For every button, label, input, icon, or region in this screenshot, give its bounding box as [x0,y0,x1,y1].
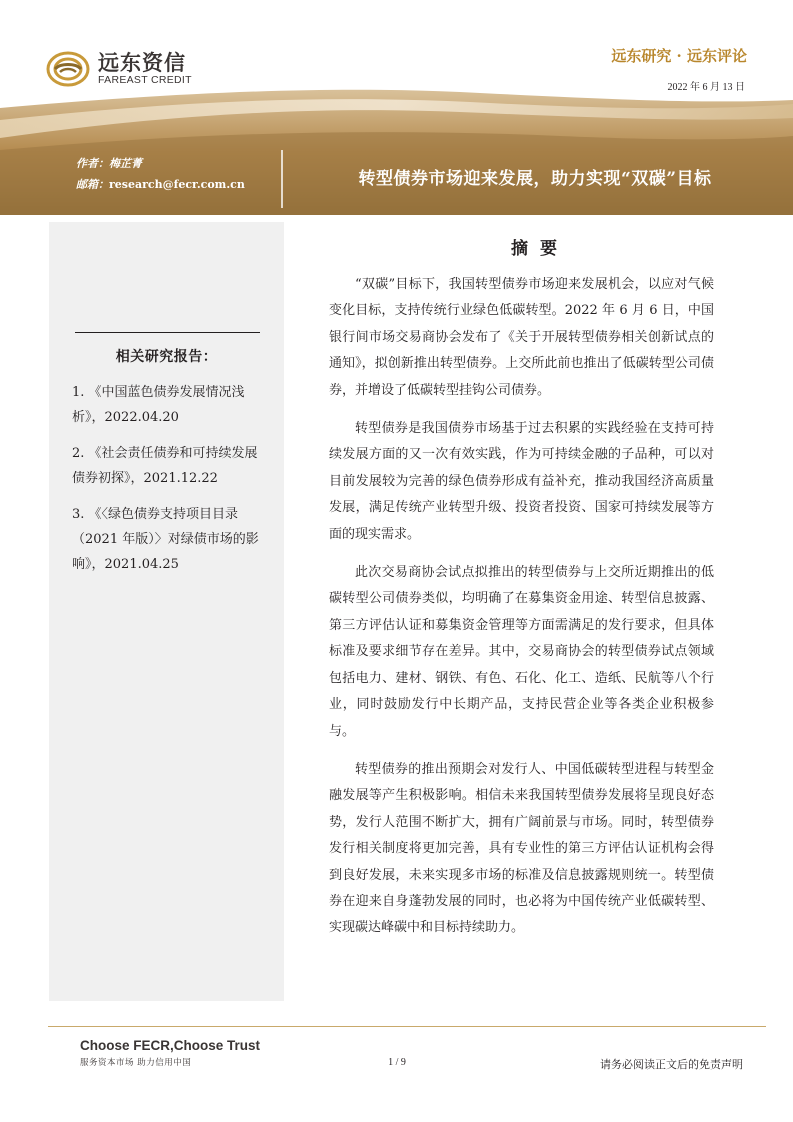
summary-heading: 摘要 [511,239,569,259]
report-date: 2022 年 6 月 13 日 [667,82,745,93]
author-label: 作者： [76,157,109,170]
footer-slogan: Choose FECR,Choose Trust [80,1038,261,1053]
email-label: 邮箱： [76,178,109,191]
report-list [72,380,266,588]
summary-paragraph: 转型债券是我国债券市场基于过去积累的实践经验在支持可持续发展方面的又一次有效实践，作为可持续金融的子品种，可以对目前发展较为完善的绿色债券形成有益补充，推动我国经济高质量发展，满足传统产业转型升级、投资者投资、国家可持续发展等方面的现实需求。 [329,421,714,542]
report-series: 远东研究 · 远东评论 [611,47,747,65]
fareast-logo-icon [46,50,90,88]
company-logo [46,50,192,88]
page-title: 转型债券市场迎来发展，助力实现“双碳”目标 [358,169,712,189]
report-item: 3. 《〈绿色债券支持项目目录（2021 年版）〉对绿债市场的影响》，2021.04.25 [72,507,259,572]
footer-subtitle: 服务资本市场 助力信用中国 [80,1058,192,1068]
author-info [76,153,245,195]
header-divider [281,150,283,208]
author-name: 梅芷菁 [109,157,142,170]
author-email: research@fecr.com.cn [109,178,245,191]
footer-divider [48,1026,766,1027]
summary-paragraph: 此次交易商协会试点拟推出的转型债券与上交所近期推出的低碳转型公司债券类似，均明确了在募集资金用途、转型信息披露、第三方评估认证和募集资金管理等方面需满足的发行要求，但具体标准及要求细节存在差异。其中，交易商协会的转型债券试点领域包括电力、建材、钢铁、有色、石化、化工、造纸、民航等八个行业，同时鼓励发行中长期产品，支持民营企业等各类企业积极参与。 [329,565,714,739]
logo-chinese-name: 远东资信 [98,50,186,75]
sidebar-related-reports [49,222,284,1001]
logo-english-name: FAREAST CREDIT [98,73,192,86]
page-number: 1 / 9 [388,1057,406,1068]
summary-body [329,272,714,954]
footer-disclaimer: 请务必阅读正文后的免责声明 [600,1058,743,1071]
summary-paragraph: “双碳”目标下，我国转型债券市场迎来发展机会，以应对气候变化目标，支持传统行业绿色低碳转型。2022 年 6 月 6 日，中国银行间市场交易商协会发布了《关于开展转型债券相关创新试点的通知》，拟创新推出转型债券。上交所此前也推出了低碳转型公司债券，并增设了低碳转型挂钩公司债券。 [329,277,714,398]
summary-paragraph: 转型债券的推出预期会对发行人、中国低碳转型进程与转型金融发展等产生积极影响。相信未来我国转型债券发展将呈现良好态势，发行人范围不断扩大，拥有广阔前景与市场。同时，转型债券发行相关制度将更加完善，具有专业性的第三方评估认证机构会得到良好发展，未来实现多市场的标准及信息披露规则统一。转型债券在迎来自身蓬勃发展的同时，也必将为中国传统产业低碳转型、实现碳达峰碳中和目标持续助力。 [329,761,714,936]
report-item: 2. 《社会责任债券和可持续发展债券初探》，2021.12.22 [72,446,258,486]
sidebar-divider [75,332,260,333]
report-item: 1. 《中国蓝色债券发展情况浅析》，2022.04.20 [72,385,245,425]
sidebar-title: 相关研究报告： [115,349,218,365]
